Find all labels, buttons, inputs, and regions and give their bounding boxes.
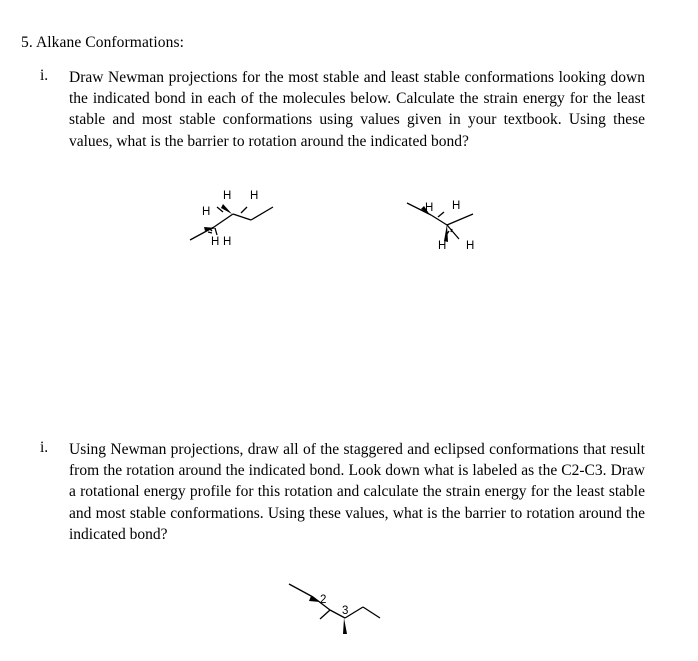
molecule-b-h-1: H <box>425 202 434 214</box>
question-2-number: i. <box>40 439 49 456</box>
section-title: 5. Alkane Conformations: <box>21 34 184 51</box>
molecule-c-label-3: 3 <box>342 605 349 617</box>
molecule-b-h-4: H <box>466 240 475 252</box>
molecule-a-h-4: H <box>211 236 220 248</box>
molecule-c-label-2: 2 <box>320 594 327 606</box>
molecule-b-structure <box>400 195 490 255</box>
question-2-text: Using Newman projections, draw all of the staggered and eclipsed conformations that result from the rotation around the indicated bond. Look down what is labeled as the C2-C3. Draw a rotational energy profile for this rotation and calculate the strain energy for the least stable and most stable conformations. Using these values, what is the barrier to rotation around the indicated bond? <box>69 441 645 543</box>
question-1-text: Draw Newman projections for the most stable and least stable conformations looking down the indicated bond in each of the molecules below. Calculate the strain energy for the least stable and most stable conformations using values given in your textbook. Using these values, what is the barrier to rotation around the indicated bond? <box>69 69 645 150</box>
molecule-a-h-3: H <box>250 190 259 202</box>
molecule-b-h-3: H <box>438 240 447 252</box>
molecule-c-structure <box>285 580 385 638</box>
molecule-a-structure <box>185 185 285 250</box>
question-1-number: i. <box>40 67 49 84</box>
molecule-b-h-2: H <box>452 200 461 212</box>
molecule-a-h-2: H <box>223 190 232 202</box>
molecule-a-h-1: H <box>202 206 211 218</box>
molecule-a-h-5: H <box>223 236 232 248</box>
